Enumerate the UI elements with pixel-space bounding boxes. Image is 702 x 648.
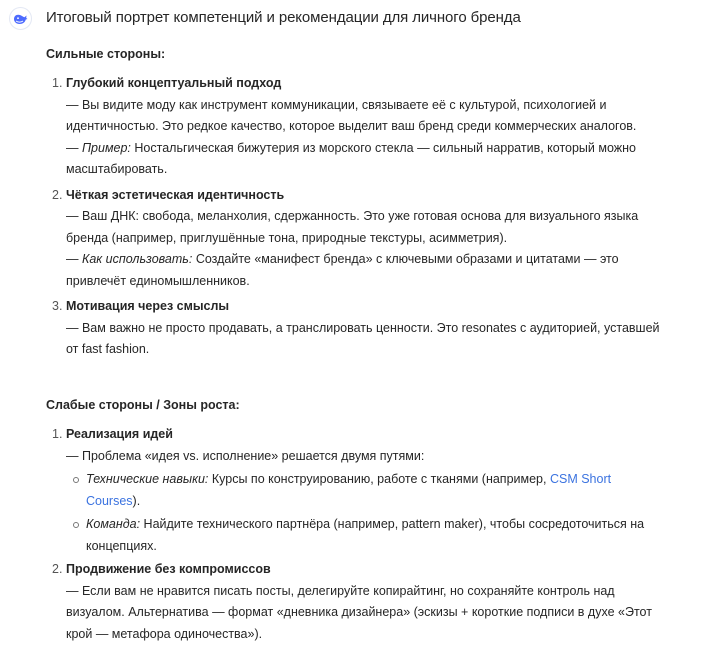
sub-text: Курсы по конструированию, работе с тканями (например,	[208, 472, 550, 486]
sub-text-after: ).	[132, 493, 141, 508]
item-text: — Если вам не нравится писать посты, делегируйте копирайтинг, но сохраняйте контроль над визуалом. Альтернатива — формат «дневника дизайнера» (эскизы + короткие подписи в духе «Этот крой — метафора одиночества»).	[66, 583, 652, 641]
item-example	[66, 138, 666, 181]
weakness-item	[46, 424, 666, 557]
dash: —	[66, 252, 82, 266]
strength-item	[46, 296, 666, 361]
item-title: Чёткая эстетическая идентичность	[66, 187, 285, 202]
csm-short-courses-link[interactable]: CSM Short Courses	[86, 472, 612, 508]
example-text: Ностальгическая бижутерия из морского стекла — сильный нарратив, который можно масштабировать.	[66, 140, 636, 176]
whale-logo-icon	[9, 7, 32, 30]
sub-label: Команда:	[86, 517, 141, 531]
list-number: 2.	[52, 562, 63, 576]
dash: —	[66, 140, 82, 155]
sub-label: Технические навыки:	[86, 472, 209, 486]
example-label: Как использовать:	[81, 252, 193, 266]
weaknesses-list	[46, 424, 666, 647]
weakness-item	[46, 559, 666, 645]
list-number: 3.	[52, 299, 63, 313]
circle-bullet-icon	[73, 477, 79, 483]
sub-list-item	[66, 469, 666, 512]
list-number: 2.	[52, 187, 63, 202]
sub-list	[66, 469, 666, 557]
circle-bullet-icon	[73, 522, 79, 528]
message-header	[0, 0, 702, 40]
response-title: Итоговый портрет компетенций и рекомендации для личного бренда	[46, 9, 521, 26]
item-text: — Вы видите моду как инструмент коммуникации, связываете её с культурой, психологией и идентичностью. Это редкое качество, которое выделит ваш бренд среди коммерческих аналогов.	[66, 97, 637, 133]
example-label: Пример:	[81, 140, 131, 155]
item-title: Глубокий концептуальный подход	[66, 76, 282, 90]
strengths-heading: Сильные стороны:	[46, 47, 166, 61]
strength-item	[46, 185, 666, 293]
item-example	[66, 249, 666, 292]
sub-list-item	[66, 514, 666, 557]
item-title: Мотивация через смыслы	[66, 299, 230, 313]
item-title: Реализация идей	[66, 427, 173, 441]
item-text: — Ваш ДНК: свобода, меланхолия, сдержанность. Это уже готовая основа для визуального языка бренда (например, приглушённые тона, природные текстуры, асимметрия).	[66, 209, 639, 245]
example-text: Создайте «манифест бренда» с ключевыми образами и цитатами — это привлечёт единомышленников.	[66, 252, 619, 288]
item-text: — Вам важно не просто продавать, а транслировать ценности. Это resonates с аудиторией, уставшей от fast fashion.	[66, 320, 660, 356]
item-title: Продвижение без компромиссов	[66, 562, 271, 576]
weaknesses-heading: Слабые стороны / Зоны роста:	[46, 398, 240, 412]
strength-item	[46, 73, 666, 181]
list-number: 1.	[52, 427, 63, 441]
list-number: 1.	[52, 76, 63, 90]
item-text: — Проблема «идея vs. исполнение» решается двумя путями:	[66, 448, 425, 463]
sub-text: Найдите технического партнёра (например, pattern maker), чтобы сосредоточиться на концепциях.	[86, 517, 645, 553]
strengths-list	[46, 73, 666, 365]
